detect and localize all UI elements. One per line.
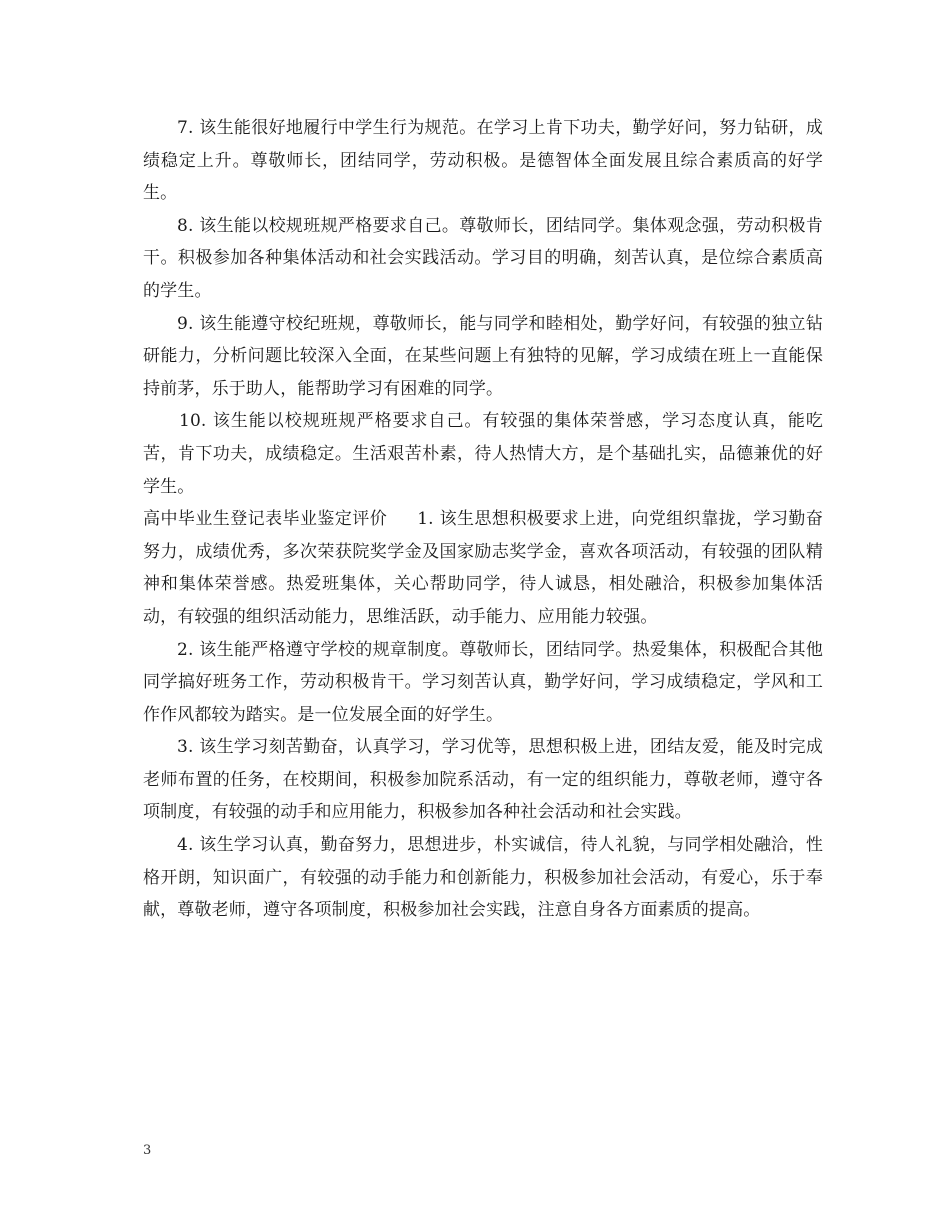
section-block <box>143 503 823 633</box>
document-body <box>143 112 823 927</box>
evaluation-paragraph-10: 10. 该生能以校规班规严格要求自己。有较强的集体荣誉感，学习态度认真，能吃苦，肯下功夫，成绩稳定。生活艰苦朴素，待人热情大方，是个基础扎实，品德兼优的好学生。 <box>143 411 823 497</box>
evaluation-paragraph-9: 9. 该生能遵守校纪班规，尊敬师长，能与同学和睦相处，勤学好问，有较强的独立钻研能力，分析问题比较深入全面，在某些问题上有独特的见解，学习成绩在班上一直能保持前茅，乐于助人，能帮助学习有困难的同学。 <box>143 313 823 399</box>
section-title: 高中毕业生登记表毕业鉴定评价 <box>143 509 388 530</box>
section-paragraph-2: 2. 该生能严格遵守学校的规章制度。尊敬师长，团结同学。热爱集体，积极配合其他同学搞好班务工作，劳动积极肯干。学习刻苦认真，勤学好问，学习成绩稳定，学风和工作作风都较为踏实。是一位发展全面的好学生。 <box>143 639 823 725</box>
section-paragraph-4: 4. 该生学习认真，勤奋努力，思想进步，朴实诚信，待人礼貌，与同学相处融洽，性格开朗，知识面广，有较强的动手能力和创新能力，积极参加社会活动，有爱心，乐于奉献，尊敬老师，遵守各项制度，积极参加社会实践，注意自身各方面素质的提高。 <box>143 835 823 921</box>
evaluation-paragraph-8: 8. 该生能以校规班规严格要求自己。尊敬师长，团结同学。集体观念强，劳动积极肯干。积极参加各种集体活动和社会实践活动。学习目的明确，刻苦认真，是位综合素质高的学生。 <box>143 215 823 301</box>
page-number: 3 <box>143 1143 152 1158</box>
section-paragraph-3: 3. 该生学习刻苦勤奋，认真学习，学习优等，思想积极上进，团结友爱，能及时完成老师布置的任务，在校期间，积极参加院系活动，有一定的组织能力，尊敬老师，遵守各项制度，有较强的动手和应用能力，积极参加各种社会活动和社会实践。 <box>143 737 823 823</box>
section-paragraph-1: 1. 该生思想积极要求上进，向党组织靠拢，学习勤奋努力，成绩优秀，多次荣获院奖学金及国家励志奖学金，喜欢各项活动，有较强的团队精神和集体荣誉感。热爱班集体，关心帮助同学，待人诚恳，相处融洽，积极参加集体活动，有较强的组织活动能力，思维活跃，动手能力、应用能力较强。 <box>143 509 824 627</box>
evaluation-paragraph-7: 7. 该生能很好地履行中学生行为规范。在学习上肯下功夫，勤学好问，努力钻研，成绩稳定上升。尊敬师长，团结同学，劳动积极。是德智体全面发展且综合素质高的好学生。 <box>143 118 823 204</box>
